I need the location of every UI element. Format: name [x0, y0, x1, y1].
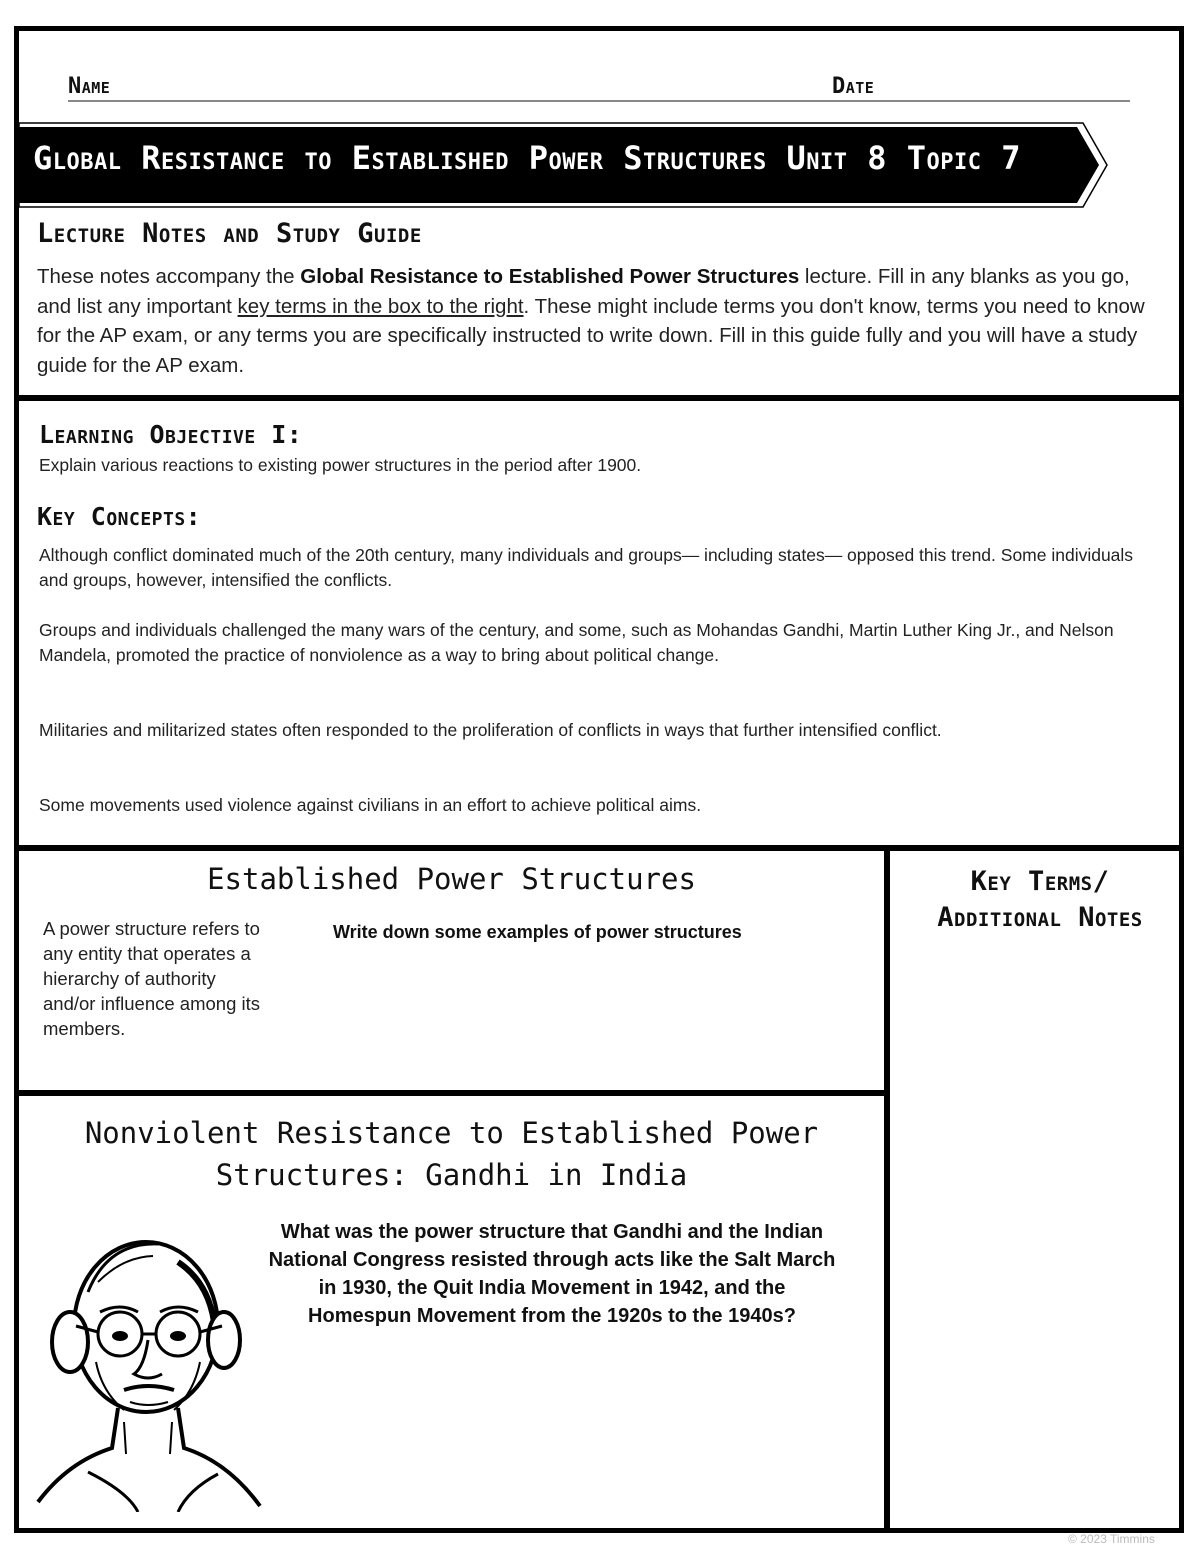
nonviolent-heading-line2: Structures: Gandhi in India: [215, 1158, 688, 1192]
key-concepts-heading: Key Concepts:: [37, 502, 202, 531]
divider: [14, 1090, 886, 1096]
intro-text-1: These notes accompany the: [37, 265, 301, 288]
power-structure-prompt: Write down some examples of power structures: [333, 922, 742, 942]
power-structure-definition: A power structure refers to any entity that operates a hierarchy of authority and/or influence among its members.: [43, 918, 260, 1039]
divider: [19, 395, 1179, 401]
date-label: Date: [832, 74, 875, 99]
key-terms-heading-line2: Additional Notes: [937, 902, 1143, 933]
key-concept-item: Some movements used violence against civilians in an effort to achieve political aims.: [39, 795, 702, 815]
intro-bold-title: Global Resistance to Established Power Structures: [300, 265, 800, 288]
key-terms-heading-line1: Key Terms/: [970, 866, 1110, 897]
divider: [19, 845, 1179, 851]
key-concept-item: Militaries and militarized states often responded to the proliferation of conflicts in ways that further intensified conflict.: [39, 720, 942, 740]
page-title: Global Resistance to Established Power Structures Unit 8 Topic 7: [33, 139, 1022, 177]
name-label: Name: [68, 74, 111, 99]
intro-text-3: . These might include terms you don't know, terms you need to know for the AP exam, or any terms you are specifically instructed to write down. Fill in this guide fully and you will have a study guide for the AP exam.: [37, 294, 1145, 377]
key-concept-item: Groups and individuals challenged the many wars of the century, and some, such as Mohandas Gandhi, Martin Luther King Jr., and Nelson Mandela, promoted the practice of nonviolence as a way to bring about political change.: [39, 620, 1114, 665]
lecture-heading: Lecture Notes and Study Guide: [37, 218, 422, 249]
established-power-heading: Established Power Structures: [207, 862, 696, 896]
nonviolent-heading: [19, 1112, 884, 1196]
copyright-text: © 2023 Timmins: [1068, 1532, 1155, 1546]
learning-objective-text: Explain various reactions to existing power structures in the period after 1900.: [39, 455, 642, 475]
learning-objective-heading: Learning Objective I:: [39, 420, 303, 449]
name-date-line: [68, 74, 1130, 102]
column-divider: [884, 848, 890, 1528]
key-concept-item: Although conflict dominated much of the 20th century, many individuals and groups— including states— opposed this trend. Some individuals and groups, however, intensified the conflicts.: [39, 545, 1134, 590]
key-terms-heading: [890, 864, 1190, 936]
intro-paragraph: [37, 262, 1157, 380]
intro-text-2: lecture. Fill in any blanks as you go, and list any important: [37, 265, 1130, 318]
gandhi-portrait-image: [28, 1222, 268, 1512]
intro-underline: key terms in the box to the right: [237, 294, 524, 318]
nonviolent-heading-line1: Nonviolent Resistance to Established Power: [84, 1116, 819, 1150]
gandhi-question: What was the power structure that Gandhi and the Indian National Congress resisted through acts like the Salt March in 1930, the Quit India Movement in 1942, and the Homespun Movement from the 1920s to the 1940s?: [268, 1221, 836, 1327]
title-banner: [19, 121, 1109, 209]
